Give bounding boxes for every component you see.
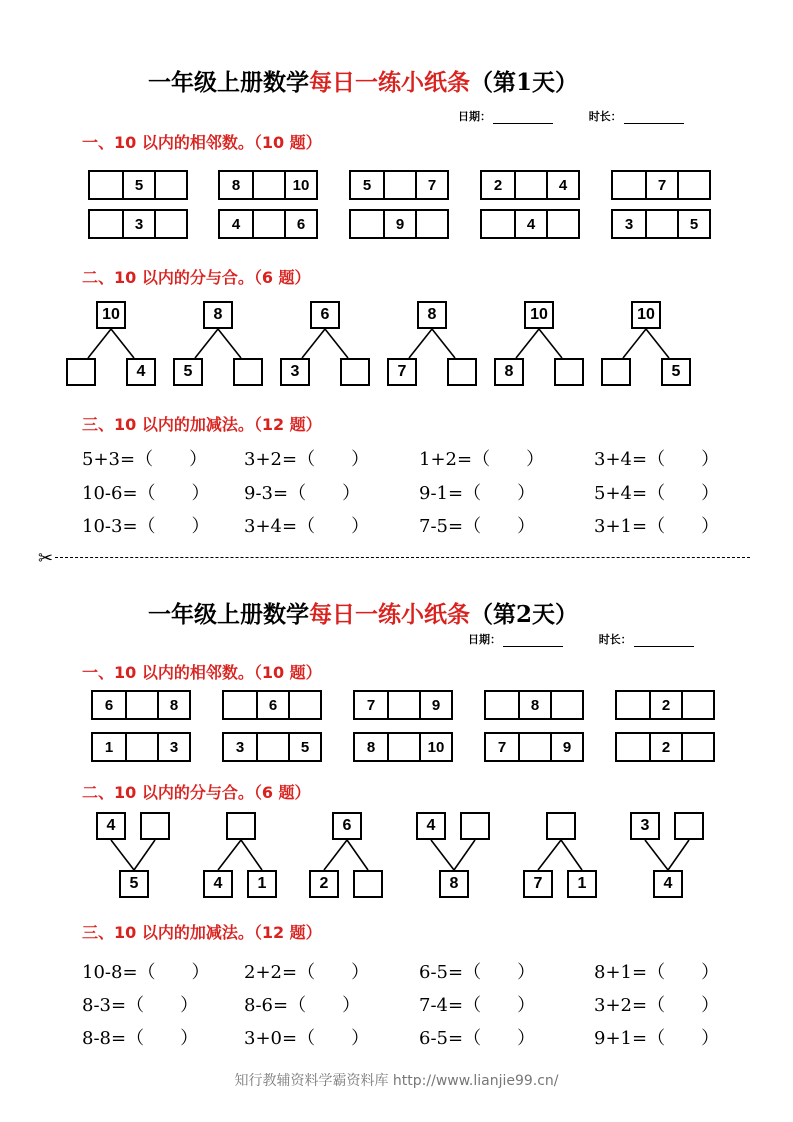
adjacent-number-group (218, 209, 318, 239)
part-number-box[interactable] (554, 358, 584, 386)
equation[interactable]: 8-6=（ ） (244, 995, 361, 1016)
answer-cell[interactable] (486, 692, 518, 718)
equation[interactable]: 10-6=（ ） (82, 483, 210, 504)
cut-line (55, 557, 750, 558)
whole-number-box[interactable]: 6 (332, 812, 362, 840)
answer-cell[interactable] (387, 734, 419, 760)
part-number-box[interactable]: 3 (280, 358, 310, 386)
equation[interactable]: 7-5=（ ） (419, 516, 536, 537)
number-cell: 6 (284, 211, 316, 237)
connector-line (431, 840, 454, 870)
connector-line (646, 329, 669, 358)
connector-line (241, 840, 262, 870)
number-cell: 5 (677, 211, 709, 237)
number-cell: 10 (419, 734, 451, 760)
number-cell: 5 (288, 734, 320, 760)
day1-meta: 日期： 时长： (458, 108, 684, 124)
connector-line (668, 840, 689, 870)
connector-line (218, 840, 241, 870)
connector-line (347, 840, 368, 870)
number-cell: 10 (284, 172, 316, 198)
day2-date-field[interactable] (503, 636, 563, 647)
answer-cell[interactable] (514, 172, 546, 198)
equation[interactable]: 2+2=（ ） (244, 962, 370, 983)
whole-number-box[interactable]: 8 (417, 301, 447, 329)
adjacent-number-group (615, 690, 715, 720)
connector-line (302, 329, 325, 358)
answer-cell[interactable] (90, 211, 122, 237)
equation[interactable]: 5+3=（ ） (82, 449, 208, 470)
number-cell: 2 (649, 692, 681, 718)
part-number-box[interactable] (447, 358, 477, 386)
number-cell: 5 (122, 172, 154, 198)
whole-number-box[interactable]: 8 (203, 301, 233, 329)
number-cell: 9 (419, 692, 451, 718)
equation[interactable]: 9-1=（ ） (419, 483, 536, 504)
part-number-box[interactable]: 3 (630, 812, 660, 840)
adjacent-number-group (91, 690, 191, 720)
part-number-box[interactable]: 4 (96, 812, 126, 840)
day1-title: 一年级上册数学每日一练小纸条（第1天） (148, 69, 579, 96)
number-cell: 3 (235, 738, 245, 756)
whole-number-box[interactable] (546, 812, 576, 840)
number-cell: 6 (256, 692, 288, 718)
connector-line (111, 840, 134, 870)
connector-line (218, 329, 241, 358)
whole-number-box[interactable]: 10 (96, 301, 126, 329)
day2-section-comp: 二、10 以内的分与合。（6 题） (82, 783, 311, 802)
equation[interactable]: 8+1=（ ） (594, 962, 720, 983)
answer-cell[interactable] (288, 692, 320, 718)
number-cell: 9 (383, 211, 415, 237)
answer-cell[interactable] (90, 172, 122, 198)
part-number-box[interactable]: 8 (494, 358, 524, 386)
adjacent-number-group (480, 170, 580, 200)
answer-cell[interactable] (617, 734, 649, 760)
day2-title: 一年级上册数学每日一练小纸条（第2天） (148, 601, 579, 628)
adjacent-number-group (222, 690, 322, 720)
part-number-box[interactable] (233, 358, 263, 386)
day2-meta: 日期： 时长： (468, 631, 694, 647)
answer-cell[interactable] (224, 692, 256, 718)
adjacent-number-group (91, 732, 191, 762)
answer-cell[interactable] (518, 734, 550, 760)
number-cell: 7 (415, 172, 447, 198)
part-number-box[interactable]: 4 (203, 870, 233, 898)
answer-cell[interactable] (546, 211, 578, 237)
part-number-box[interactable]: 2 (309, 870, 339, 898)
adjacent-number-group (88, 209, 188, 239)
connector-line (516, 329, 539, 358)
answer-cell[interactable] (681, 734, 713, 760)
part-number-box[interactable] (601, 358, 631, 386)
adjacent-number-group (480, 209, 580, 239)
number-cell: 2 (493, 176, 503, 194)
number-cell: 8 (366, 738, 376, 756)
equation[interactable]: 5+4=（ ） (594, 483, 720, 504)
part-number-box[interactable] (340, 358, 370, 386)
number-cell: 4 (546, 172, 578, 198)
number-cell: 7 (497, 738, 507, 756)
part-number-box[interactable]: 5 (661, 358, 691, 386)
part-number-box[interactable] (140, 812, 170, 840)
answer-cell[interactable] (256, 734, 288, 760)
whole-number-box[interactable] (226, 812, 256, 840)
footer-watermark: 知行教辅资料学霸资料库 http://www.lianjie99.cn/ (234, 1073, 559, 1089)
day2-section-adjacent: 一、10 以内的相邻数。（10 题） (82, 663, 322, 682)
adjacent-number-group (611, 170, 711, 200)
day2-section-arith: 三、10 以内的加减法。（12 题） (82, 923, 322, 942)
whole-number-box[interactable]: 6 (310, 301, 340, 329)
equation[interactable]: 10-3=（ ） (82, 516, 210, 537)
equation[interactable]: 3+2=（ ） (244, 449, 370, 470)
day1-date-field[interactable] (493, 113, 553, 124)
number-cell: 8 (231, 176, 241, 194)
part-number-box[interactable]: 4 (126, 358, 156, 386)
part-number-box[interactable]: 7 (523, 870, 553, 898)
day1-section-adjacent: 一、10 以内的相邻数。（10 题） (82, 133, 322, 152)
answer-cell[interactable] (482, 211, 514, 237)
part-number-box[interactable] (460, 812, 490, 840)
connector-line (325, 329, 348, 358)
answer-cell[interactable] (613, 172, 645, 198)
equation[interactable]: 8-3=（ ） (82, 995, 199, 1016)
number-cell: 3 (122, 211, 154, 237)
equation[interactable]: 6-5=（ ） (419, 1028, 536, 1049)
adjacent-number-group (349, 209, 449, 239)
number-cell: 1 (104, 738, 114, 756)
adjacent-number-group (353, 732, 453, 762)
answer-cell[interactable] (252, 172, 284, 198)
equation[interactable]: 9+1=（ ） (594, 1028, 720, 1049)
number-cell: 2 (649, 734, 681, 760)
answer-cell[interactable] (125, 734, 157, 760)
adjacent-number-group (611, 209, 711, 239)
connector-line (324, 840, 347, 870)
equation[interactable]: 3+1=（ ） (594, 516, 720, 537)
connector-line (561, 840, 582, 870)
part-number-box[interactable]: 1 (567, 870, 597, 898)
number-cell: 4 (231, 215, 241, 233)
number-cell: 5 (362, 176, 372, 194)
day1-section-decomp: 二、10 以内的分与合。（6 题） (82, 268, 311, 287)
whole-number-box[interactable]: 8 (439, 870, 469, 898)
connector-line (111, 329, 134, 358)
equation[interactable]: 3+4=（ ） (244, 516, 370, 537)
answer-cell[interactable] (252, 211, 284, 237)
number-cell: 7 (645, 172, 677, 198)
connector-line (88, 329, 111, 358)
part-number-box[interactable]: 1 (247, 870, 277, 898)
number-cell: 4 (514, 211, 546, 237)
number-cell: 9 (550, 734, 582, 760)
whole-number-box[interactable]: 10 (631, 301, 661, 329)
part-number-box[interactable]: 4 (416, 812, 446, 840)
answer-cell[interactable] (351, 211, 383, 237)
whole-number-box[interactable]: 10 (524, 301, 554, 329)
adjacent-number-group (615, 732, 715, 762)
answer-cell[interactable] (677, 172, 709, 198)
part-number-box[interactable] (66, 358, 96, 386)
adjacent-number-group (353, 690, 453, 720)
answer-cell[interactable] (681, 692, 713, 718)
part-number-box[interactable]: 5 (173, 358, 203, 386)
connector-line (645, 840, 668, 870)
connector-line (538, 840, 561, 870)
part-number-box[interactable]: 7 (387, 358, 417, 386)
connector-line (454, 840, 475, 870)
equation[interactable]: 3+0=（ ） (244, 1028, 370, 1049)
answer-cell[interactable] (154, 211, 186, 237)
connector-line (409, 329, 432, 358)
number-cell: 8 (518, 692, 550, 718)
number-cell: 3 (157, 734, 189, 760)
number-cell: 8 (157, 692, 189, 718)
scissors-icon: ✂ (38, 548, 54, 569)
connector-line (539, 329, 562, 358)
equation[interactable]: 3+2=（ ） (594, 995, 720, 1016)
connector-line (134, 840, 155, 870)
equation[interactable]: 3+4=（ ） (594, 449, 720, 470)
adjacent-number-group (349, 170, 449, 200)
answer-cell[interactable] (415, 211, 447, 237)
adjacent-number-group (484, 690, 584, 720)
day2-time-field[interactable] (634, 636, 694, 647)
equation[interactable]: 6-5=（ ） (419, 962, 536, 983)
adjacent-number-group (218, 170, 318, 200)
adjacent-number-group (88, 170, 188, 200)
adjacent-number-group (222, 732, 322, 762)
number-cell: 6 (104, 696, 114, 714)
answer-cell[interactable] (383, 172, 415, 198)
part-number-box[interactable] (674, 812, 704, 840)
number-cell: 7 (366, 696, 376, 714)
connector-line (623, 329, 646, 358)
answer-cell[interactable] (125, 692, 157, 718)
answer-cell[interactable] (387, 692, 419, 718)
answer-cell[interactable] (154, 172, 186, 198)
equation[interactable]: 7-4=（ ） (419, 995, 536, 1016)
equation[interactable]: 1+2=（ ） (419, 449, 545, 470)
answer-cell[interactable] (645, 211, 677, 237)
day1-section-arith: 三、10 以内的加减法。（12 题） (82, 415, 322, 434)
adjacent-number-group (484, 732, 584, 762)
day1-time-field[interactable] (624, 113, 684, 124)
connector-line (195, 329, 218, 358)
answer-cell[interactable] (617, 692, 649, 718)
equation[interactable]: 8-8=（ ） (82, 1028, 199, 1049)
part-number-box[interactable] (353, 870, 383, 898)
whole-number-box[interactable]: 4 (653, 870, 683, 898)
connector-line (432, 329, 455, 358)
whole-number-box[interactable]: 5 (119, 870, 149, 898)
number-cell: 3 (624, 215, 634, 233)
answer-cell[interactable] (550, 692, 582, 718)
equation[interactable]: 9-3=（ ） (244, 483, 361, 504)
equation[interactable]: 10-8=（ ） (82, 962, 210, 983)
